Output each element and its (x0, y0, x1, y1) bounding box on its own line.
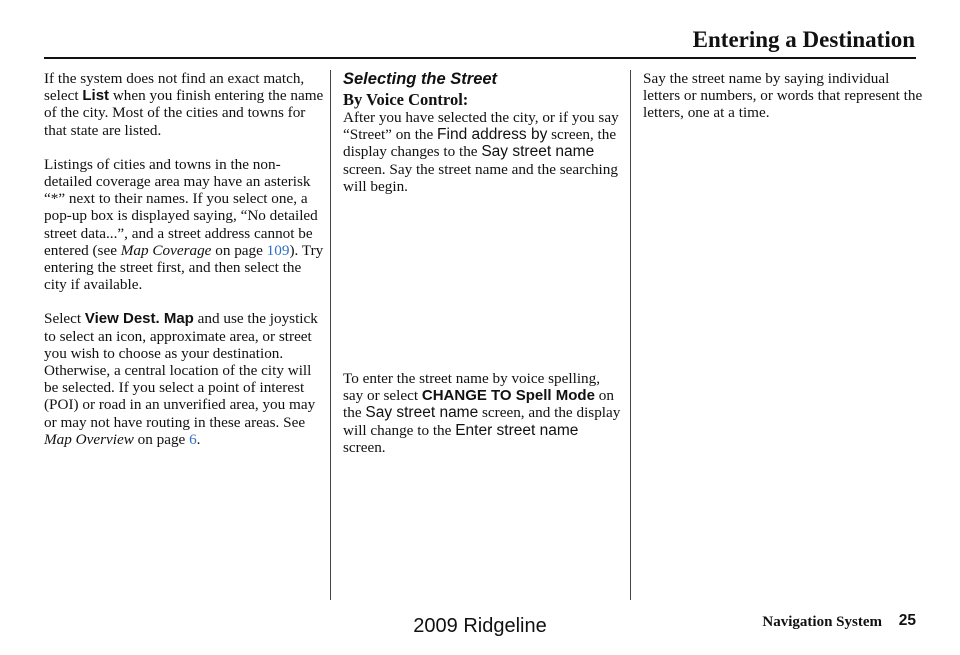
map-coverage-ref: Map Coverage (120, 241, 212, 259)
footer-page-number: 25 (898, 612, 916, 629)
find-address-screen-ref: Find address by (437, 126, 548, 144)
paragraph-list-option: If the system does not find an exact match, select List when you finish entering the name of the city. Most of the cities and towns for that state are listed. (44, 70, 324, 139)
section-title: Selecting the Street (343, 70, 498, 88)
column-divider-1 (330, 70, 331, 600)
page-link-109[interactable]: 109 (266, 241, 290, 259)
watermark: 2009 Ridgeline (413, 615, 547, 637)
say-street-name-screen-ref-2: Say street name (365, 404, 479, 422)
header-divider (44, 57, 916, 59)
page-link-6[interactable]: 6 (189, 430, 197, 448)
list-button-ref: List (82, 87, 110, 105)
page-title: Entering a Destination (692, 27, 915, 52)
view-dest-map-button-ref: View Dest. Map (84, 310, 194, 328)
paragraph-coverage: Listings of cities and towns in the non-detailed coverage area may have an asterisk “*” next to their names. If you select one, a pop-up box is displayed saying, “No detailed street data...”, and a street address cannot be entered (see Map Coverage on page 109). Try entering the street first, and then select the city if available. (44, 155, 324, 294)
map-overview-ref: Map Overview (44, 430, 134, 448)
left-column (44, 70, 326, 465)
middle-column (343, 70, 621, 456)
paragraph-spell-mode: To enter the street name by voice spelling, say or select CHANGE TO Spell Mode on the Say street name screen, and the display will change to the Enter street name screen. (343, 370, 621, 456)
footer-section-label: Navigation System (762, 614, 882, 630)
paragraph-view-dest-map: Select View Dest. Map and use the joystick to select an icon, approximate area, or street you wish to choose as your destination. Otherwise, a central location of the city will be selected. If you select a point of interest (POI) or road in an unverified area, you may or may not have routing in these areas. See Map Overview on page 6. (44, 310, 318, 448)
change-to-spell-mode-button-ref: CHANGE TO Spell Mode (421, 387, 595, 405)
subsection-title: By Voice Control: (343, 90, 469, 109)
paragraph-say-letters: Say the street name by saying individual letters or numbers, or words that represent the letters, one at a time. (643, 70, 923, 122)
enter-street-name-screen-ref: Enter street name (455, 421, 579, 439)
paragraph-voice-control: After you have selected the city, or if you say “Street” on the Find address by screen, the display changes to the Say street name screen. Say the street name and the searching will begin. (343, 109, 619, 195)
column-divider-2 (630, 70, 631, 600)
say-street-name-screen-ref: Say street name (481, 143, 595, 161)
right-column (643, 70, 923, 139)
